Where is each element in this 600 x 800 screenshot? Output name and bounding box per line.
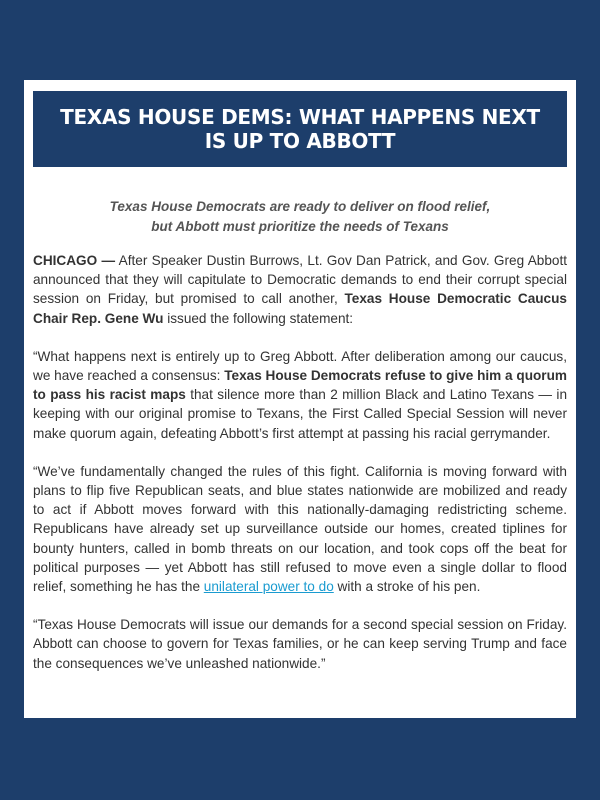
paragraph-quote-2 xyxy=(33,462,567,596)
quote2-text-2: with a stroke of his pen. xyxy=(333,579,481,595)
quote1-text-2: that silence more than 2 million Black and Latino Texans — in keeping with our original promise to Texans, the First Called Special Session will never make quorum again, defeating Abbott’s first attempt at passing his racial gerrymander. xyxy=(33,387,568,441)
speaker-name: Texas House Democratic Caucus Chair Rep. Gene Wu xyxy=(33,291,567,326)
dateline: CHICAGO — xyxy=(33,253,116,268)
statement-body xyxy=(33,251,567,692)
subheadline-line-2: but Abbott must prioritize the needs of Texans xyxy=(151,219,449,234)
unilateral-power-link[interactable]: unilateral power to do xyxy=(203,579,334,595)
headline-line-2: IS UP TO ABBOTT xyxy=(204,129,396,153)
subheadline-line-1: Texas House Democrats are ready to deliver on flood relief, xyxy=(109,199,491,214)
quote1-text-1: “What happens next is entirely up to Greg Abbott. After deliberation among our caucus, we have reached a consensus: xyxy=(33,348,567,384)
intro-text-1: After Speaker Dustin Burrows, Lt. Gov Dan Patrick, and Gov. Greg Abbott announced that they will capitulate to Democratic demands to end their corrupt special session on Friday, but promised to call another, xyxy=(33,253,567,307)
subheadline xyxy=(33,197,567,237)
headline-line-1: TEXAS HOUSE DEMS: WHAT HAPPENS NEXT xyxy=(60,105,540,129)
paragraph-quote-3: “Texas House Democrats will issue our demands for a second special session on Friday. Abbott can choose to govern for Texas families, or he can keep serving Trump and face the consequences we’ve unleashed nationwide.” xyxy=(33,617,567,671)
paragraph-quote-1 xyxy=(33,347,567,443)
quote2-text-1: “We’ve fundamentally changed the rules of this fight. California is moving forward with plans to flip five Republican seats, and blue states nationwide are mobilized and ready to act if Abbott moves forward with this nationally-damaging redistricting scheme. Republicans have already set up surveillance outside our homes, created tiplines for bounty hunters, called in bomb threats on our location, and took cops off the beat for political purposes — yet Abbott has still refused to move even a single dollar to flood relief, something he has the xyxy=(33,463,567,595)
paragraph-intro xyxy=(33,251,567,328)
statement-card xyxy=(24,80,576,718)
quote1-emphasis: Texas House Democrats refuse to give him a quorum to pass his racist maps xyxy=(33,368,567,403)
intro-text-2: issued the following statement: xyxy=(163,310,354,326)
headline-banner xyxy=(33,91,567,167)
